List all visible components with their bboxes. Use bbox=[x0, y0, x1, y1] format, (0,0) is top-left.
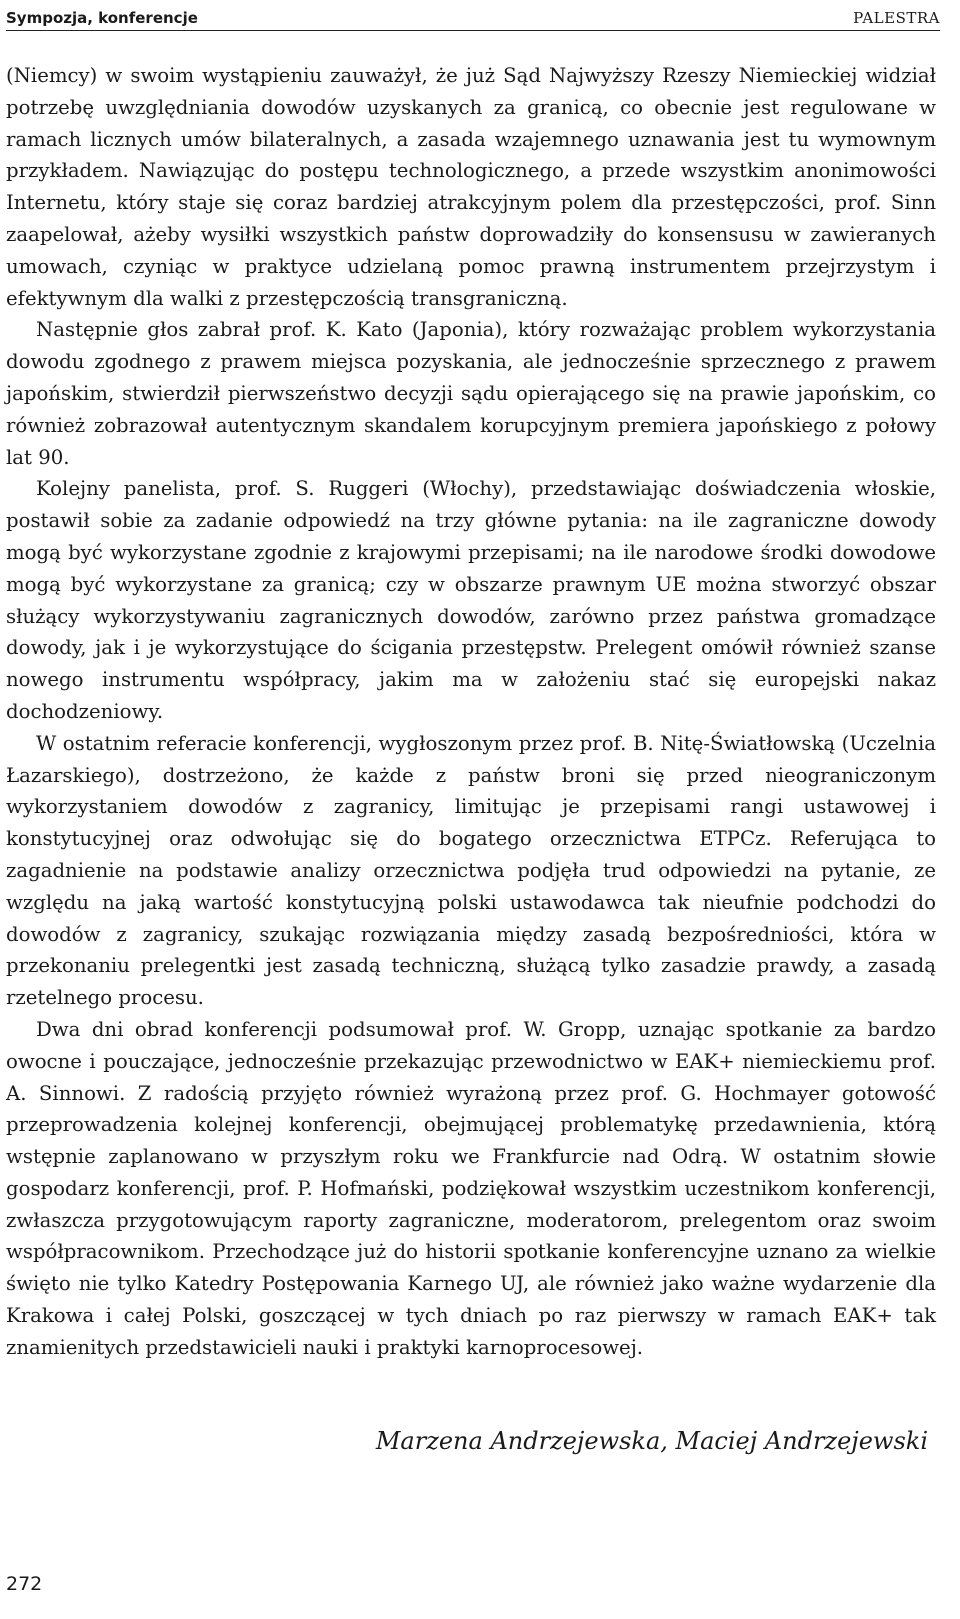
paragraph: Kolejny panelista, prof. S. Ruggeri (Włochy), przedstawiając doświadczenia włoskie, postawił sobie za zadanie odpowiedź na trzy główne pytania: na ile zagraniczne dowody mogą być wykorzystane zgodnie z krajowymi przepisami; na ile narodowe środki dowodowe mogą być wykorzystane za granicą; czy w obszarze prawnym UE można stworzyć obszar służący wykorzystywaniu zagranicznych dowodów, zarówno przez państwa gromadzące dowody, jak i je wykorzystujące do ścigania przestępstw. Prelegent omówił również szanse nowego instrumentu współpracy, jakim ma w założeniu stać się europejski nakaz dochodzeniowy. bbox=[6, 477, 936, 723]
paragraph: W ostatnim referacie konferencji, wygłoszonym przez prof. B. Nitę-Światłowską (Uczelnia Łazarskiego), dostrzeżono, że każde z państw broni się przed nieograniczonym wykorzystaniem dowodów z zagranicy, limitując je przepisami rangi ustawowej i konstytucyjnej oraz odwołując się do bogatego orzecznictwa ETPCz. Referująca to zagadnienie na podstawie analizy orzecznictwa podjęła trud odpowiedzi na pytanie, ze względu na jaką wartość konstytucyjną polski ustawodawca tak nieufnie podchodzi do dowodów z zagranicy, szukając rozwiązania między zasadą bezpośredniości, która w przekonaniu prelegentki jest zasadą techniczną, służącą tylko zasadzie prawdy, a zasadą rzetelnego procesu. bbox=[6, 731, 936, 1010]
section-title: Sympozja, konferencje bbox=[6, 9, 198, 27]
page-number: 272 bbox=[6, 1573, 43, 1595]
article-body bbox=[6, 60, 936, 1364]
paragraph: (Niemcy) w swoim wystąpieniu zauważył, że już Sąd Najwyższy Rzeszy Niemieckiej widział potrzebę uwzględniania dowodów uzyskanych za granicą, co obecnie jest regulowane w ramach licznych umów bilateralnych, a zasada wzajemnego uznawania jest tu wymownym przykładem. Nawiązując do postępu technologicznego, a przede wszystkim anonimowości Internetu, który staje się coraz bardziej atrakcyjnym polem dla przestępczości, prof. Sinn zaapelował, ażeby wysiłki wszystkich państw doprowadziły do konsensusu w zawieranych umowach, czyniąc w praktyce udzielaną pomoc prawną instrumentem przejrzystym i efektywnym dla walki z przestępczością transgraniczną. bbox=[6, 64, 936, 310]
running-header bbox=[6, 2, 940, 28]
header-divider bbox=[6, 30, 940, 31]
journal-name: PALESTRA bbox=[853, 9, 940, 27]
author-signature: Marzena Andrzejewska, Maciej Andrzejewski bbox=[375, 1427, 928, 1455]
paragraph: Dwa dni obrad konferencji podsumował prof. W. Gropp, uznając spotkanie za bardzo owocne i pouczające, jednocześnie przekazując przewodnictwo w EAK+ niemieckiemu prof. A. Sinnowi. Z radością przyjęto również wyrażoną przez prof. G. Hochmayer gotowość przeprowadzenia kolejnej konferencji, obejmującej problematykę przedawnienia, którą wstępnie zaplanowano w przyszłym roku we Frankfurcie nad Odrą. W ostatnim słowie gospodarz konferencji, prof. P. Hofmański, podziękował wszystkim uczestnikom konferencji, zwłaszcza przygotowującym raporty zagraniczne, moderatorom, prelegentom oraz swoim współpracownikom. Przechodzące już do historii spotkanie konferencyjne uznano za wielkie święto nie tylko Katedry Postępowania Karnego UJ, ale również jako ważne wydarzenie dla Krakowa i całej Polski, goszczącej w tych dniach po raz pierwszy w ramach EAK+ tak znamienitych przedstawicieli nauki i praktyki karnoprocesowej. bbox=[6, 1017, 936, 1359]
paragraph: Następnie głos zabrał prof. K. Kato (Japonia), który rozważając problem wykorzystania dowodu zgodnego z prawem miejsca pozyskania, ale jednocześnie sprzecznego z prawem japońskim, stwierdził pierwszeństwo decyzji sądu opierającego się na prawie japońskim, co również zobrazował autentycznym skandalem korupcyjnym premiera japońskiego z połowy lat 90. bbox=[6, 318, 936, 469]
